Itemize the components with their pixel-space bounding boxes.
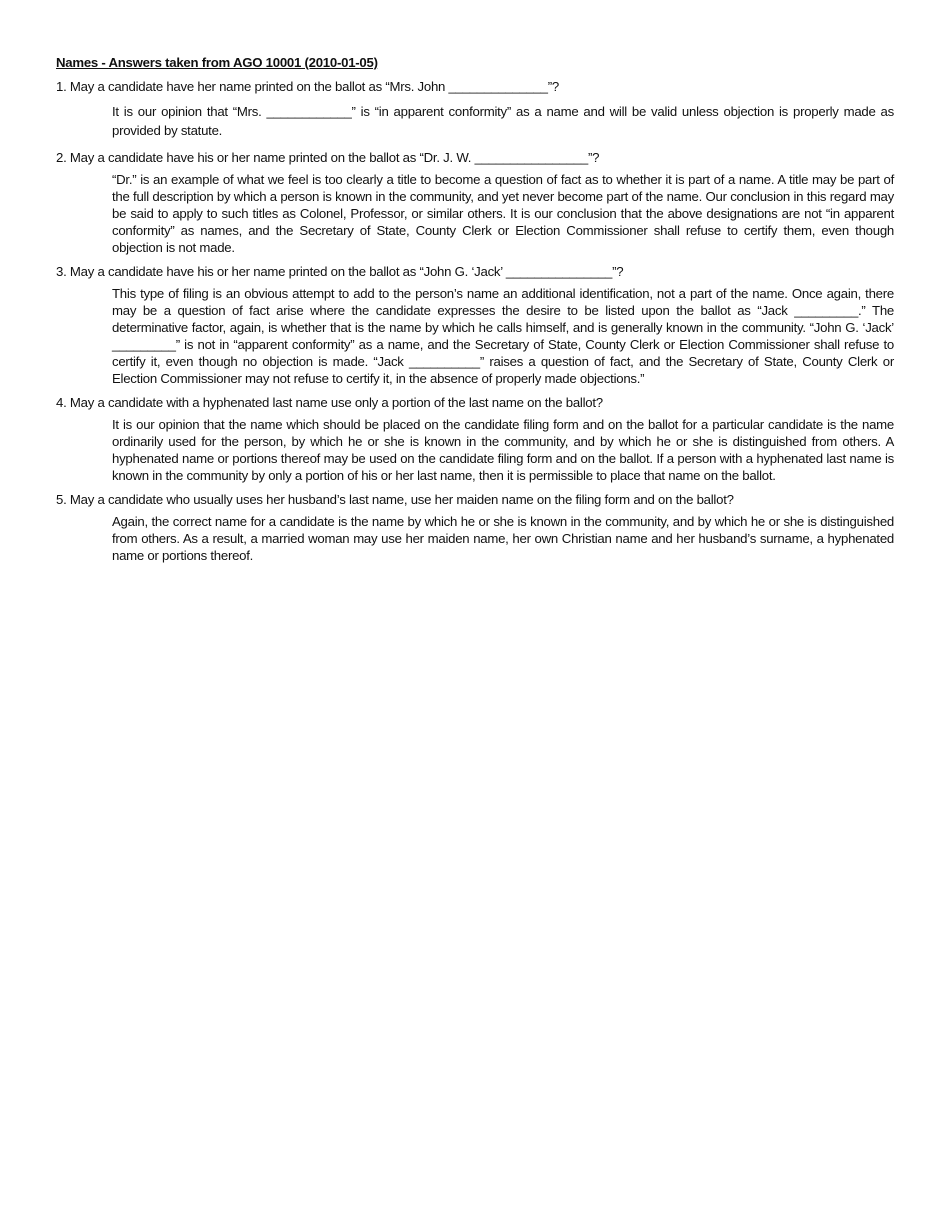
qa-item <box>56 263 894 387</box>
answer-4: It is our opinion that the name which should be placed on the candidate filing form and on the ballot for a particular candidate is the name ordinarily used for the person, by which he or she is known in the community, and by which he or she is distinguished from others. A hyphenated name or portions thereof may be used on the candidate filing form and on the ballot. If a person with a hyphenated last name is known in the community by only a portion of his or her last name, then it is permissible to place that name on the ballot. <box>112 417 894 483</box>
document-page <box>56 54 894 564</box>
qa-item <box>56 491 894 564</box>
answer-5: Again, the correct name for a candidate is the name by which he or she is known in the community, and by which he or she is distinguished from others. As a result, a married woman may use her maiden name, her own Christian name and her husband’s surname, a hyphenated name or portions thereof. <box>112 514 894 563</box>
question-1: 1. May a candidate have her name printed on the ballot as “Mrs. John ______________”? <box>56 79 559 94</box>
question-3: 3. May a candidate have his or her name printed on the ballot as “John G. ‘Jack’ _______________”? <box>56 264 624 279</box>
answer-2: “Dr.” is an example of what we feel is too clearly a title to become a question of fact as to whether it is part of a name. A title may be part of the full description by which a person is known in the community, and yet never become part of the name. Our conclusion in this regard may be said to apply to such titles as Colonel, Professor, or similar others. It is our conclusion that the above designations are not “in apparent conformity” as names, and the Secretary of State, County Clerk or Election Commissioner shall refuse to certify them, even though objection is not made. <box>112 172 894 255</box>
answer-3: This type of filing is an obvious attempt to add to the person’s name an additional identification, not a part of the name. Once again, there may be a question of fact arise where the candidate expresses the desire to be listed upon the ballot as “Jack _________.” The determinative factor, again, is whether that is the name by which he calls himself, and is generally known in the community. “John G. ‘Jack’ _________” is not in “apparent conformity” as a name, and the Secretary of State, County Clerk or Election Commissioner shall refuse to certify it, even though no objection is made. “Jack __________” raises a question of fact, and the Secretary of State, County Clerk or Election Commissioner may not refuse to certify it, in the absence of properly made objections.” <box>112 286 894 386</box>
question-2: 2. May a candidate have his or her name printed on the ballot as “Dr. J. W. ________________”? <box>56 150 600 165</box>
qa-item <box>56 149 894 256</box>
document-title: Names - Answers taken from AGO 10001 (2010-01-05) <box>56 55 378 70</box>
answer-1: It is our opinion that “Mrs. ____________” is “in apparent conformity” as a name and will be valid unless objection is properly made as provided by statute. <box>112 104 894 138</box>
question-4: 4. May a candidate with a hyphenated last name use only a portion of the last name on the ballot? <box>56 395 603 410</box>
qa-item <box>56 78 894 140</box>
qa-item <box>56 394 894 484</box>
question-5: 5. May a candidate who usually uses her husband’s last name, use her maiden name on the filing form and on the ballot? <box>56 492 734 507</box>
